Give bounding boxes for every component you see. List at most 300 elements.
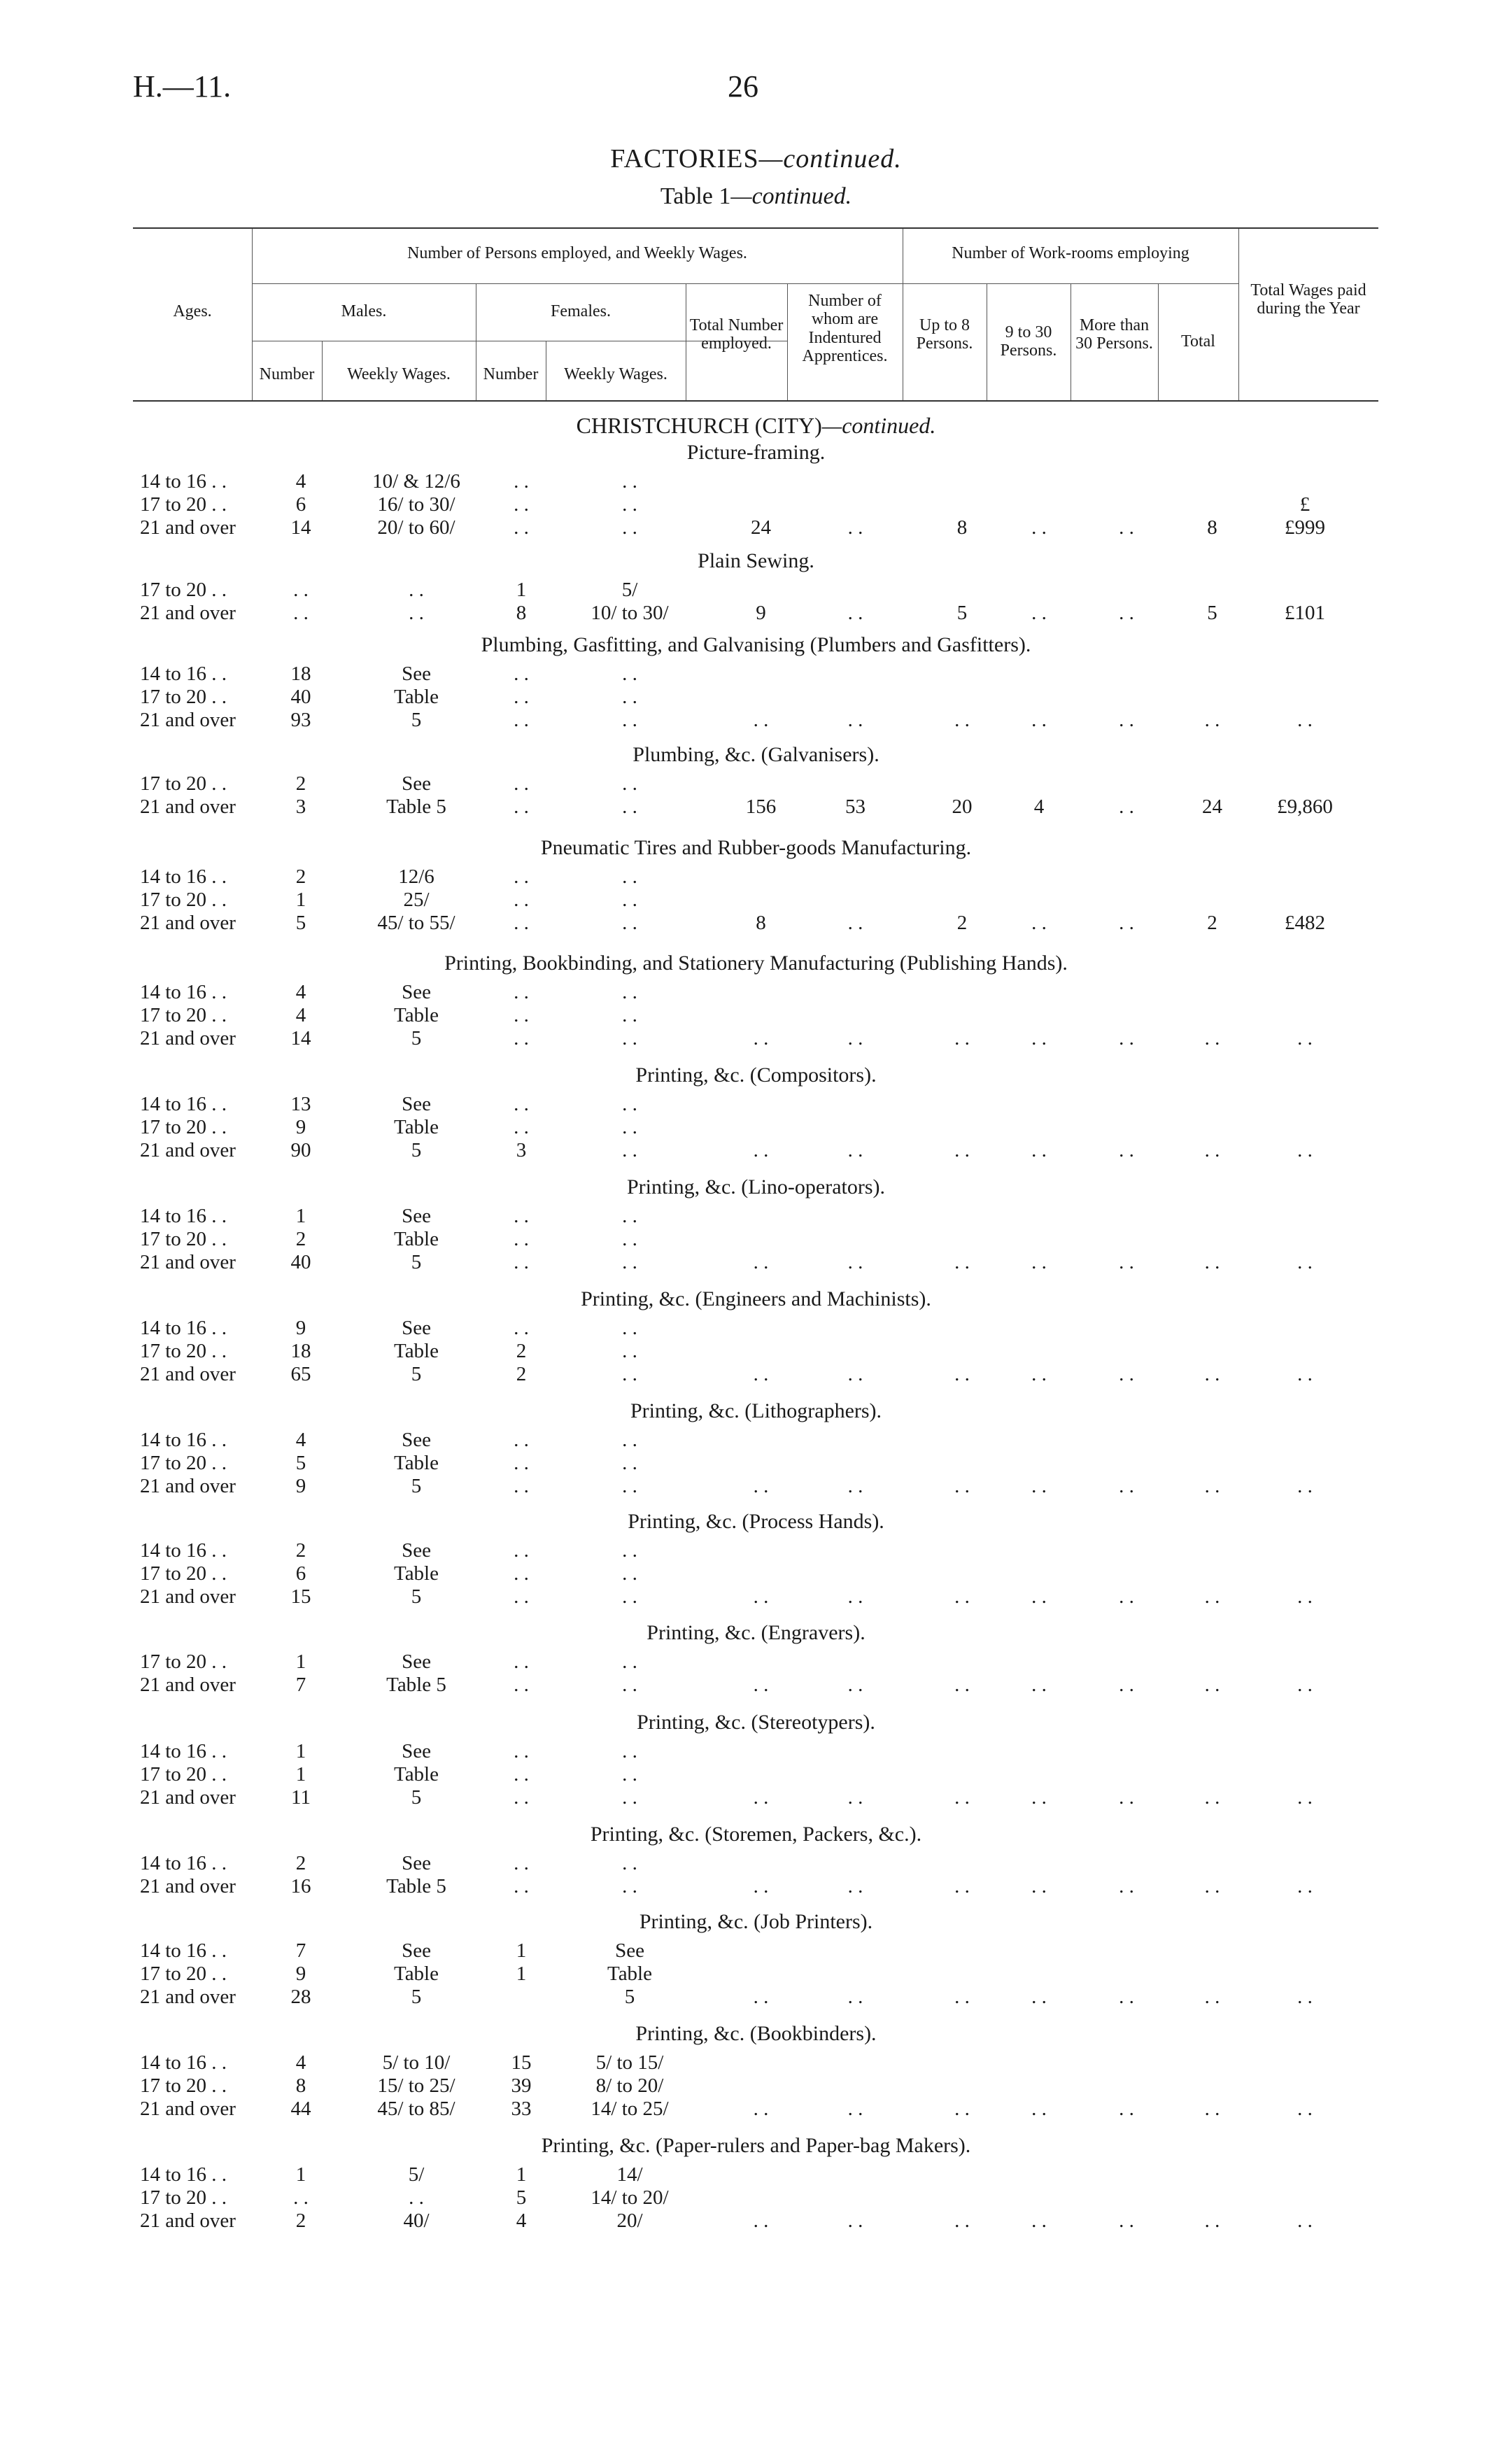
table-row <box>0 579 1512 602</box>
city-heading <box>0 413 1512 439</box>
female-number-cell: . . <box>514 1650 529 1673</box>
male-number-cell: 65 <box>290 1363 311 1385</box>
female-wages-cell: . . <box>622 772 637 795</box>
more-than-30-cell: . . <box>1119 1363 1134 1385</box>
page-header-ref: H.—11. <box>133 69 232 104</box>
male-wages-cell: 16/ to 30/ <box>377 493 455 516</box>
total-wages-cell: £101 <box>1285 602 1325 624</box>
male-number-cell: 4 <box>295 1004 306 1026</box>
total-wages-cell: . . <box>1297 1986 1313 2008</box>
male-number-cell: 4 <box>295 470 306 493</box>
female-wages-cell: . . <box>622 709 637 731</box>
total-wages-cell: £999 <box>1285 516 1325 539</box>
more-than-30-cell: . . <box>1119 1786 1134 1809</box>
male-wages-cell: 20/ to 60/ <box>377 516 455 539</box>
more-than-30-cell: . . <box>1119 1875 1134 1897</box>
age-cell: 21 and over <box>140 1251 236 1273</box>
age-cell: 21 and over <box>140 602 236 624</box>
indentured-cell: . . <box>847 602 863 624</box>
female-number-cell: 1 <box>516 1939 527 1962</box>
male-wages-cell: 15/ to 25/ <box>377 2074 455 2097</box>
female-number-cell: . . <box>514 1027 529 1049</box>
total-workrooms-cell: 5 <box>1207 602 1217 624</box>
female-number-cell: . . <box>514 889 529 911</box>
table-row <box>0 1116 1512 1140</box>
male-wages-cell: Table <box>394 1763 439 1786</box>
total-wages-cell: . . <box>1297 1786 1313 1809</box>
female-number-cell: 3 <box>516 1139 527 1161</box>
more-than-30-cell: . . <box>1119 1986 1134 2008</box>
female-wages-cell: . . <box>622 1228 637 1250</box>
age-cell: 17 to 20 . . <box>140 1650 227 1673</box>
total-workrooms-cell: . . <box>1204 1139 1220 1161</box>
female-number-cell: . . <box>514 1763 529 1786</box>
female-wages-cell: . . <box>622 912 637 934</box>
male-wages-cell: See <box>402 663 431 685</box>
male-wages-cell: Table <box>394 1562 439 1585</box>
table-row <box>0 1674 1512 1697</box>
total-employed-cell: 156 <box>745 796 777 818</box>
female-wages-cell: . . <box>622 663 637 685</box>
female-number-cell: 1 <box>516 2163 527 2186</box>
male-number-cell: 1 <box>295 1650 306 1673</box>
table-row <box>0 772 1512 796</box>
age-cell: 21 and over <box>140 2210 236 2232</box>
male-wages-cell: See <box>402 772 431 795</box>
age-cell: 14 to 16 . . <box>140 2051 227 2074</box>
male-number-cell: 2 <box>295 865 306 888</box>
section-title: Printing, &c. (Process Hands). <box>628 1510 884 1533</box>
male-wages-cell: 5 <box>411 709 422 731</box>
female-wages-cell: . . <box>622 1650 637 1673</box>
total-workrooms-cell: . . <box>1204 709 1220 731</box>
more-than-30-cell: . . <box>1119 1475 1134 1497</box>
table-row <box>0 2210 1512 2233</box>
table-row <box>0 709 1512 733</box>
total-workrooms-cell: . . <box>1204 1251 1220 1273</box>
male-wages-cell: 5 <box>411 1986 422 2008</box>
indentured-cell: . . <box>847 1786 863 1809</box>
male-wages-cell: See <box>402 1740 431 1762</box>
table-row <box>0 1786 1512 1810</box>
female-wages-cell: . . <box>622 1674 637 1696</box>
nine-to-30-cell: . . <box>1031 2210 1047 2232</box>
female-number-cell: . . <box>514 1852 529 1874</box>
male-number-cell: 44 <box>290 2098 311 2120</box>
table-row <box>0 889 1512 912</box>
female-wages-cell: 5/ <box>621 579 638 601</box>
female-number-cell: 5 <box>516 2186 527 2209</box>
male-number-cell: 11 <box>291 1786 311 1809</box>
female-number-cell: . . <box>514 709 529 731</box>
age-cell: 14 to 16 . . <box>140 1317 227 1339</box>
male-number-cell: 18 <box>290 1340 311 1362</box>
total-wages-cell: £9,860 <box>1277 796 1333 818</box>
female-number-cell: . . <box>514 516 529 539</box>
male-wages-cell: Table <box>394 1004 439 1026</box>
total-employed-cell: . . <box>753 1475 769 1497</box>
more-than-30-cell: . . <box>1119 602 1134 624</box>
total-employed-cell: . . <box>753 1875 769 1897</box>
male-number-cell: 1 <box>295 1740 306 1762</box>
male-number-cell: 1 <box>295 2163 306 2186</box>
female-number-cell: . . <box>514 1251 529 1273</box>
up-to-8-cell: . . <box>954 1027 970 1049</box>
up-to-8-cell: . . <box>954 1674 970 1696</box>
age-cell: 14 to 16 . . <box>140 1093 227 1115</box>
document-title <box>0 143 1512 174</box>
col-indentured: Number of whom are Indentured Apprentices. <box>802 292 888 366</box>
nine-to-30-cell: . . <box>1031 1027 1047 1049</box>
age-cell: 17 to 20 . . <box>140 1452 227 1474</box>
table-row <box>0 1317 1512 1341</box>
total-workrooms-cell: . . <box>1204 1475 1220 1497</box>
section-title: Printing, Bookbinding, and Stationery Manufacturing (Publishing Hands). <box>444 952 1068 975</box>
section-title: Plain Sewing. <box>698 549 814 572</box>
male-number-cell: 9 <box>295 1475 306 1497</box>
female-wages-cell: . . <box>622 1027 637 1049</box>
female-wages-cell: 10/ to 30/ <box>591 602 669 624</box>
male-number-cell: 2 <box>295 1228 306 1250</box>
female-wages-cell: . . <box>622 1740 637 1762</box>
age-cell: 17 to 20 . . <box>140 2074 227 2097</box>
female-wages-cell: . . <box>622 1139 637 1161</box>
table-row <box>0 1539 1512 1563</box>
table-row <box>0 1852 1512 1876</box>
section-title: Picture-framing. <box>686 441 826 464</box>
nine-to-30-cell: . . <box>1031 1585 1047 1608</box>
total-employed-cell: 8 <box>756 912 766 934</box>
female-number-cell: . . <box>514 1875 529 1897</box>
female-wages-cell: 5 <box>624 1986 635 2008</box>
city-continued: —continued. <box>821 413 936 438</box>
table-row <box>0 2163 1512 2187</box>
female-wages-cell: . . <box>622 1562 637 1585</box>
age-cell: 14 to 16 . . <box>140 865 227 888</box>
age-cell: 21 and over <box>140 516 236 539</box>
male-number-cell: 5 <box>295 1452 306 1474</box>
age-cell: 14 to 16 . . <box>140 981 227 1003</box>
more-than-30-cell: . . <box>1119 796 1134 818</box>
up-to-8-cell: . . <box>954 1251 970 1273</box>
male-wages-cell: See <box>402 1429 431 1451</box>
female-wages-cell: . . <box>622 1585 637 1608</box>
age-cell: 17 to 20 . . <box>140 686 227 708</box>
table-row <box>0 1205 1512 1229</box>
indentured-cell: . . <box>847 1027 863 1049</box>
nine-to-30-cell: . . <box>1031 2098 1047 2120</box>
col-female-wages: Weekly Wages. <box>564 365 667 383</box>
female-number-cell: . . <box>514 1740 529 1762</box>
section-title: Printing, &c. (Lino-operators). <box>626 1175 886 1199</box>
female-wages-cell: . . <box>622 796 637 818</box>
title-main: FACTORIES <box>610 144 759 174</box>
male-number-cell: 14 <box>290 516 311 539</box>
male-wages-cell: Table <box>394 1116 439 1138</box>
more-than-30-cell: . . <box>1119 1139 1134 1161</box>
nine-to-30-cell: . . <box>1031 1674 1047 1696</box>
total-wages-cell: . . <box>1297 1475 1313 1497</box>
age-cell: 14 to 16 . . <box>140 1939 227 1962</box>
up-to-8-cell: 8 <box>956 516 968 539</box>
female-number-cell: 2 <box>516 1340 527 1362</box>
age-cell: 21 and over <box>140 912 236 934</box>
total-wages-cell: . . <box>1297 1251 1313 1273</box>
total-wages-cell: . . <box>1297 1585 1313 1608</box>
male-number-cell: 2 <box>295 1539 306 1562</box>
male-wages-cell: 12/6 <box>398 865 434 888</box>
female-wages-cell: . . <box>622 1763 637 1786</box>
female-wages-cell: . . <box>622 1852 637 1874</box>
total-employed-cell: . . <box>753 2210 769 2232</box>
title-continued: —continued. <box>758 144 902 174</box>
male-number-cell: 5 <box>295 912 306 934</box>
up-to-8-cell: . . <box>954 1585 970 1608</box>
age-cell: 17 to 20 . . <box>140 1228 227 1250</box>
indentured-cell: . . <box>847 1986 863 2008</box>
table-row <box>0 602 1512 625</box>
age-cell: 21 and over <box>140 1585 236 1608</box>
male-wages-cell: . . <box>409 602 424 624</box>
indentured-cell: . . <box>847 1139 863 1161</box>
male-number-cell: 28 <box>290 1986 311 2008</box>
male-wages-cell: See <box>402 981 431 1003</box>
male-wages-cell: See <box>402 1650 431 1673</box>
up-to-8-cell: . . <box>954 1786 970 1809</box>
age-cell: 17 to 20 . . <box>140 1562 227 1585</box>
male-wages-cell: See <box>402 1852 431 1874</box>
table-row <box>0 1340 1512 1364</box>
female-number-cell: . . <box>514 1786 529 1809</box>
male-number-cell: 9 <box>295 1963 306 1985</box>
nine-to-30-cell: . . <box>1031 1139 1047 1161</box>
table-row <box>0 1986 1512 2009</box>
total-employed-cell: . . <box>753 1674 769 1696</box>
section-title: Printing, &c. (Compositors). <box>635 1063 877 1087</box>
female-wages-cell: . . <box>622 1251 637 1273</box>
female-wages-cell: . . <box>622 1875 637 1897</box>
age-cell: 21 and over <box>140 1786 236 1809</box>
female-wages-cell: . . <box>622 686 637 708</box>
female-wages-cell: . . <box>622 1429 637 1451</box>
male-number-cell: 16 <box>290 1875 311 1897</box>
female-number-cell: . . <box>514 1093 529 1115</box>
col-up-to-8: Up to 8 Persons. <box>916 316 973 353</box>
col-total-employed: Total Number employed. <box>689 316 784 353</box>
total-wages-cell: . . <box>1297 1027 1313 1049</box>
up-to-8-cell: . . <box>954 1363 970 1385</box>
female-number-cell: 2 <box>516 1363 527 1385</box>
total-employed-cell: . . <box>753 1139 769 1161</box>
col-ages: Ages. <box>173 302 212 320</box>
total-employed-cell: . . <box>753 1027 769 1049</box>
table-row <box>0 686 1512 709</box>
age-cell: 17 to 20 . . <box>140 772 227 795</box>
female-number-cell: . . <box>514 981 529 1003</box>
nine-to-30-cell: . . <box>1031 1786 1047 1809</box>
page-number: 26 <box>728 69 758 104</box>
male-number-cell: 9 <box>295 1317 306 1339</box>
total-workrooms-cell: . . <box>1204 2210 1220 2232</box>
total-workrooms-cell: 2 <box>1207 912 1217 934</box>
male-wages-cell: . . <box>409 579 424 601</box>
table-row <box>0 1939 1512 1963</box>
female-wages-cell: . . <box>622 1363 637 1385</box>
indentured-cell: . . <box>847 912 863 934</box>
female-wages-cell: . . <box>622 1317 637 1339</box>
indentured-cell: . . <box>847 516 863 539</box>
table-row <box>0 1875 1512 1899</box>
section-title: Printing, &c. (Paper-rulers and Paper-bag Makers). <box>541 2134 971 2157</box>
total-employed-cell: . . <box>753 1986 769 2008</box>
table-row <box>0 912 1512 935</box>
male-number-cell: 4 <box>295 1429 306 1451</box>
male-wages-cell: 5 <box>411 1139 422 1161</box>
total-wages-cell: . . <box>1297 2098 1313 2120</box>
table-subtitle <box>0 183 1512 210</box>
table-row <box>0 2074 1512 2098</box>
table-row <box>0 1251 1512 1275</box>
male-number-cell: 1 <box>295 1763 306 1786</box>
male-wages-cell: Table 5 <box>386 1875 446 1897</box>
table-row <box>0 1562 1512 1586</box>
table-row <box>0 1429 1512 1452</box>
female-number-cell: . . <box>514 1562 529 1585</box>
male-wages-cell: . . <box>409 2186 424 2209</box>
female-wages-cell: 5/ to 15/ <box>595 2051 664 2074</box>
female-wages-cell: . . <box>622 493 637 516</box>
age-cell: 21 and over <box>140 1027 236 1049</box>
female-number-cell: . . <box>514 772 529 795</box>
total-workrooms-cell: . . <box>1204 1363 1220 1385</box>
male-wages-cell: See <box>402 1205 431 1227</box>
total-employed-cell: . . <box>753 709 769 731</box>
male-number-cell: 4 <box>295 981 306 1003</box>
female-wages-cell: 14/ to 25/ <box>591 2098 669 2120</box>
age-cell: 17 to 20 . . <box>140 1004 227 1026</box>
col-total-wages: Total Wages paid during the Year <box>1250 281 1366 318</box>
nine-to-30-cell: . . <box>1031 516 1047 539</box>
total-wages-cell: . . <box>1297 1363 1313 1385</box>
age-cell: 14 to 16 . . <box>140 1539 227 1562</box>
female-number-cell: 39 <box>511 2074 532 2097</box>
male-number-cell: 90 <box>290 1139 311 1161</box>
total-employed-cell: . . <box>753 1585 769 1608</box>
male-number-cell: . . <box>293 2186 309 2209</box>
nine-to-30-cell: . . <box>1031 1363 1047 1385</box>
col-total: Total <box>1181 332 1215 351</box>
nine-to-30-cell: . . <box>1031 912 1047 934</box>
male-number-cell: 40 <box>290 686 311 708</box>
age-cell: 21 and over <box>140 1875 236 1897</box>
male-number-cell: 2 <box>295 2210 306 2232</box>
col-9-to-30: 9 to 30 Persons. <box>1000 323 1057 360</box>
age-cell: 21 and over <box>140 1475 236 1497</box>
male-wages-cell: See <box>402 1539 431 1562</box>
male-wages-cell: 5 <box>411 1027 422 1049</box>
subtitle-continued: —continued. <box>730 183 852 209</box>
table-row <box>0 1027 1512 1051</box>
female-wages-cell: . . <box>622 981 637 1003</box>
table-row <box>0 516 1512 540</box>
indentured-cell: . . <box>847 1363 863 1385</box>
total-employed-cell: . . <box>753 2098 769 2120</box>
male-wages-cell: See <box>402 1317 431 1339</box>
female-wages-cell: 20/ <box>616 2210 643 2232</box>
indentured-cell: . . <box>847 709 863 731</box>
male-wages-cell: Table 5 <box>386 796 446 818</box>
male-number-cell: 4 <box>295 2051 306 2074</box>
male-wages-cell: See <box>402 1939 431 1962</box>
age-cell: 21 and over <box>140 1674 236 1696</box>
male-number-cell: 1 <box>295 1205 306 1227</box>
section-title: Printing, &c. (Engineers and Machinists). <box>581 1287 931 1310</box>
female-number-cell: . . <box>514 1205 529 1227</box>
total-employed-cell: . . <box>753 1363 769 1385</box>
table-row <box>0 2051 1512 2075</box>
female-number-cell: . . <box>514 1674 529 1696</box>
female-number-cell: . . <box>514 686 529 708</box>
female-wages-cell: . . <box>622 1093 637 1115</box>
total-workrooms-cell: . . <box>1204 1786 1220 1809</box>
up-to-8-cell: . . <box>954 709 970 731</box>
indentured-cell: . . <box>847 2098 863 2120</box>
table-row <box>0 1139 1512 1163</box>
section-title: Printing, &c. (Lithographers). <box>630 1399 882 1422</box>
more-than-30-cell: . . <box>1119 1585 1134 1608</box>
indentured-cell: . . <box>847 1585 863 1608</box>
col-male-number: Number <box>259 365 315 383</box>
total-wages-cell: £482 <box>1285 912 1325 934</box>
male-wages-cell: 5 <box>411 1363 422 1385</box>
table-row <box>0 1963 1512 1986</box>
male-number-cell: 6 <box>295 493 306 516</box>
table-row <box>0 1763 1512 1787</box>
age-cell: 21 and over <box>140 1139 236 1161</box>
up-to-8-cell: . . <box>954 2098 970 2120</box>
col-male-wages: Weekly Wages. <box>347 365 451 383</box>
indentured-cell: . . <box>847 1875 863 1897</box>
male-wages-cell: Table <box>394 1340 439 1362</box>
section-title: Printing, &c. (Engravers). <box>647 1621 865 1644</box>
male-wages-cell: 45/ to 85/ <box>377 2098 455 2120</box>
col-males: Males. <box>341 302 387 320</box>
female-number-cell: . . <box>514 1228 529 1250</box>
table-column-header <box>133 227 1378 402</box>
nine-to-30-cell: . . <box>1031 1251 1047 1273</box>
total-workrooms-cell: . . <box>1204 1027 1220 1049</box>
female-number-cell: . . <box>514 470 529 493</box>
table-row <box>0 1452 1512 1476</box>
total-wages-cell: . . <box>1297 2210 1313 2232</box>
col-females: Females. <box>551 302 611 320</box>
female-number-cell: . . <box>514 1429 529 1451</box>
col-female-number: Number <box>483 365 539 383</box>
indentured-cell: . . <box>847 1674 863 1696</box>
table-row <box>0 663 1512 686</box>
total-wages-cell: . . <box>1297 1139 1313 1161</box>
more-than-30-cell: . . <box>1119 1674 1134 1696</box>
up-to-8-cell: 20 <box>952 796 973 818</box>
table-row <box>0 865 1512 889</box>
age-cell: 17 to 20 . . <box>140 579 227 601</box>
male-number-cell: 15 <box>290 1585 311 1608</box>
table-row <box>0 1363 1512 1387</box>
female-wages-cell: . . <box>622 1004 637 1026</box>
age-cell: 14 to 16 . . <box>140 470 227 493</box>
city-name: CHRISTCHURCH (CITY) <box>576 413 822 438</box>
total-employed-cell: 9 <box>756 602 766 624</box>
